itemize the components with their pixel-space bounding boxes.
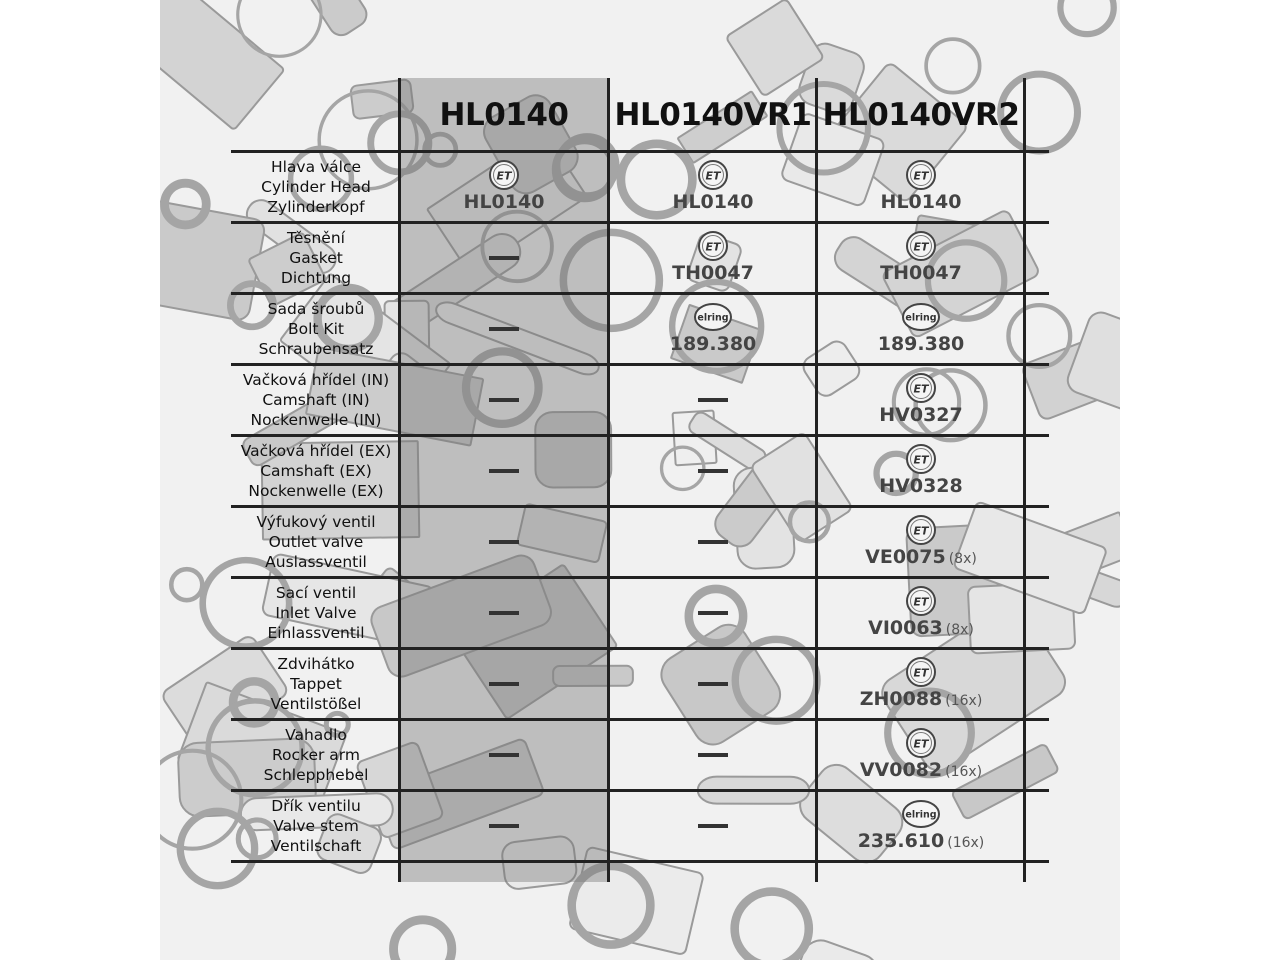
sticker-ring <box>735 892 809 960</box>
quantity: (16x) <box>945 764 983 780</box>
svg-text:ET: ET <box>705 240 721 254</box>
part-cell <box>609 223 817 292</box>
part-cell <box>817 365 1025 434</box>
brand-logo <box>697 160 729 190</box>
sticker-shape <box>1064 309 1120 440</box>
elring-logo-icon <box>901 799 941 829</box>
row-label-line: Vačková hřídel (IN) <box>242 370 390 389</box>
row-label-line: Rocker arm <box>271 745 361 764</box>
elring-logo-icon <box>693 302 733 332</box>
not-included-dash <box>698 469 728 473</box>
part-number <box>860 759 982 781</box>
row-label <box>231 294 401 363</box>
row-label-line: Dřík ventilu <box>271 796 361 815</box>
part-cell <box>400 365 608 434</box>
row-label-line: Camshaft (EX) <box>260 461 372 480</box>
part-cell <box>817 507 1025 576</box>
sticker-shape <box>160 0 285 130</box>
part-cell <box>400 152 608 221</box>
part-number <box>879 404 963 426</box>
row-label-line: Nockenwelle (EX) <box>248 481 384 500</box>
row-label-line: Zylinderkopf <box>267 197 365 216</box>
sticker-ring <box>1060 0 1113 34</box>
part-cell <box>817 791 1025 860</box>
part-cell <box>609 578 817 647</box>
et-logo-icon <box>697 230 729 262</box>
et-logo-icon <box>905 727 937 759</box>
not-included-dash <box>489 682 519 686</box>
row-label-line: Vačková hřídel (EX) <box>240 441 392 460</box>
svg-text:ET: ET <box>496 169 512 183</box>
column-header-hl0140: HL0140 <box>439 97 569 133</box>
part-cell <box>817 436 1025 505</box>
row-label-line: Těsnění <box>287 228 345 247</box>
part-cell <box>609 436 817 505</box>
part-cell <box>609 507 817 576</box>
row-label-line: Sací ventil <box>275 583 357 602</box>
brand-logo <box>905 373 937 403</box>
part-cell <box>609 365 817 434</box>
row-label-line: Zdvihátko <box>277 654 355 673</box>
part-number <box>868 617 974 639</box>
brand-logo <box>905 160 937 190</box>
svg-text:ET: ET <box>913 595 929 609</box>
brand-logo <box>488 160 520 190</box>
part-cell <box>817 152 1025 221</box>
column-header-hl0140vr2: HL0140VR2 <box>822 97 1020 133</box>
row-label <box>231 507 401 576</box>
row-label <box>231 436 401 505</box>
svg-text:elring: elring <box>905 312 937 324</box>
sticker-ring <box>171 569 202 600</box>
brand-logo <box>901 302 941 332</box>
brand-logo <box>697 231 729 261</box>
row-label <box>231 152 401 221</box>
sticker-ring <box>926 39 980 93</box>
part-cell <box>609 720 817 789</box>
row-label-line: Ventilstößel <box>270 694 362 713</box>
sticker-ring <box>394 920 452 960</box>
row-label-line: Bolt Kit <box>288 319 344 338</box>
part-cell <box>609 152 817 221</box>
svg-text:ET: ET <box>913 240 929 254</box>
quantity: (16x) <box>945 693 983 709</box>
svg-text:ET: ET <box>913 524 929 538</box>
not-included-dash <box>698 753 728 757</box>
row-label-line: Ventilschaft <box>270 836 362 855</box>
part-number <box>879 475 963 497</box>
brand-logo <box>905 231 937 261</box>
brand-logo <box>905 515 937 545</box>
part-cell <box>817 294 1025 363</box>
row-label-line: Schlepphebel <box>263 765 369 784</box>
svg-text:ET: ET <box>913 169 929 183</box>
row-label-line: Auslassventil <box>265 552 367 571</box>
et-logo-icon <box>905 656 937 688</box>
row-label <box>231 791 401 860</box>
part-number <box>672 262 754 284</box>
part-number <box>881 191 962 213</box>
part-cell <box>817 223 1025 292</box>
part-number-text: HV0328 <box>879 475 963 497</box>
part-cell <box>609 791 817 860</box>
part-number <box>860 688 983 710</box>
not-included-dash <box>698 682 728 686</box>
sticker-shape <box>303 0 371 40</box>
part-number <box>880 262 962 284</box>
part-number-text: VE0075 <box>865 546 946 568</box>
part-number-text: TH0047 <box>672 262 754 284</box>
part-cell <box>400 791 608 860</box>
part-cell <box>400 578 608 647</box>
svg-text:elring: elring <box>697 312 729 324</box>
brand-logo <box>693 302 733 332</box>
part-number-text: HL0140 <box>672 191 754 213</box>
not-included-dash <box>489 469 519 473</box>
row-label-line: Nockenwelle (IN) <box>250 410 382 429</box>
part-number-text: 189.380 <box>877 333 965 355</box>
not-included-dash <box>489 611 519 615</box>
svg-text:ET: ET <box>913 666 929 680</box>
brand-logo <box>905 728 937 758</box>
et-logo-icon <box>905 443 937 475</box>
svg-text:elring: elring <box>905 809 937 821</box>
row-label-line: Gasket <box>289 248 343 267</box>
part-number <box>673 191 754 213</box>
part-cell <box>609 294 817 363</box>
part-cell <box>817 578 1025 647</box>
part-cell <box>400 223 608 292</box>
not-included-dash <box>489 327 519 331</box>
quantity: (16x) <box>947 835 985 851</box>
not-included-dash <box>489 753 519 757</box>
svg-text:ET: ET <box>913 382 929 396</box>
not-included-dash <box>489 824 519 828</box>
brand-logo <box>901 799 941 829</box>
row-label <box>231 578 401 647</box>
row-label-line: Einlassventil <box>267 623 365 642</box>
part-cell <box>400 507 608 576</box>
grid-hline <box>231 860 1049 863</box>
part-number-text: ZH0088 <box>859 688 943 710</box>
part-number-text: 189.380 <box>669 333 757 355</box>
row-label-line: Dichtung <box>280 268 352 287</box>
svg-text:ET: ET <box>705 169 721 183</box>
row-label <box>231 223 401 292</box>
row-label <box>231 720 401 789</box>
row-label-line: Hlava válce <box>270 157 362 176</box>
row-label-line: Schraubensatz <box>258 339 374 358</box>
part-cell <box>400 720 608 789</box>
column-header-hl0140vr1: HL0140VR1 <box>614 97 812 133</box>
part-number <box>865 546 977 568</box>
part-number <box>858 830 985 852</box>
part-cell <box>400 294 608 363</box>
row-label <box>231 365 401 434</box>
part-cell <box>609 649 817 718</box>
part-number-text: VV0082 <box>859 759 943 781</box>
row-label-line: Vahadlo <box>285 725 347 744</box>
part-number <box>670 333 757 355</box>
part-number-text: HV0327 <box>879 404 963 426</box>
et-logo-icon <box>905 372 937 404</box>
part-cell <box>817 720 1025 789</box>
part-number-text: 235.610 <box>857 830 945 852</box>
brand-logo <box>905 586 937 616</box>
et-logo-icon <box>905 514 937 546</box>
part-cell <box>400 649 608 718</box>
not-included-dash <box>489 540 519 544</box>
et-logo-icon <box>488 159 520 191</box>
not-included-dash <box>698 398 728 402</box>
et-logo-icon <box>697 159 729 191</box>
row-label-line: Sada šroubů <box>267 299 365 318</box>
quantity: (8x) <box>948 551 977 567</box>
svg-text:ET: ET <box>913 453 929 467</box>
row-label-line: Camshaft (IN) <box>262 390 370 409</box>
elring-logo-icon <box>901 302 941 332</box>
row-label-line: Cylinder Head <box>261 177 371 196</box>
not-included-dash <box>489 398 519 402</box>
svg-text:ET: ET <box>913 737 929 751</box>
not-included-dash <box>698 540 728 544</box>
part-number-text: VI0063 <box>868 617 943 639</box>
quantity: (8x) <box>945 622 974 638</box>
et-logo-icon <box>905 585 937 617</box>
brand-logo <box>905 444 937 474</box>
part-cell <box>817 649 1025 718</box>
not-included-dash <box>489 256 519 260</box>
row-label <box>231 649 401 718</box>
row-label-line: Outlet valve <box>268 532 364 551</box>
row-label-line: Valve stem <box>273 816 359 835</box>
row-label-line: Inlet Valve <box>275 603 357 622</box>
part-number-text: HL0140 <box>463 191 545 213</box>
et-logo-icon <box>905 159 937 191</box>
brand-logo <box>905 657 937 687</box>
row-label-line: Výfukový ventil <box>256 512 376 531</box>
not-included-dash <box>698 824 728 828</box>
part-cell <box>400 436 608 505</box>
part-number <box>878 333 965 355</box>
row-label-line: Tappet <box>290 674 342 693</box>
part-number <box>464 191 545 213</box>
part-number-text: TH0047 <box>880 262 962 284</box>
not-included-dash <box>698 611 728 615</box>
et-logo-icon <box>905 230 937 262</box>
part-number-text: HL0140 <box>880 191 962 213</box>
